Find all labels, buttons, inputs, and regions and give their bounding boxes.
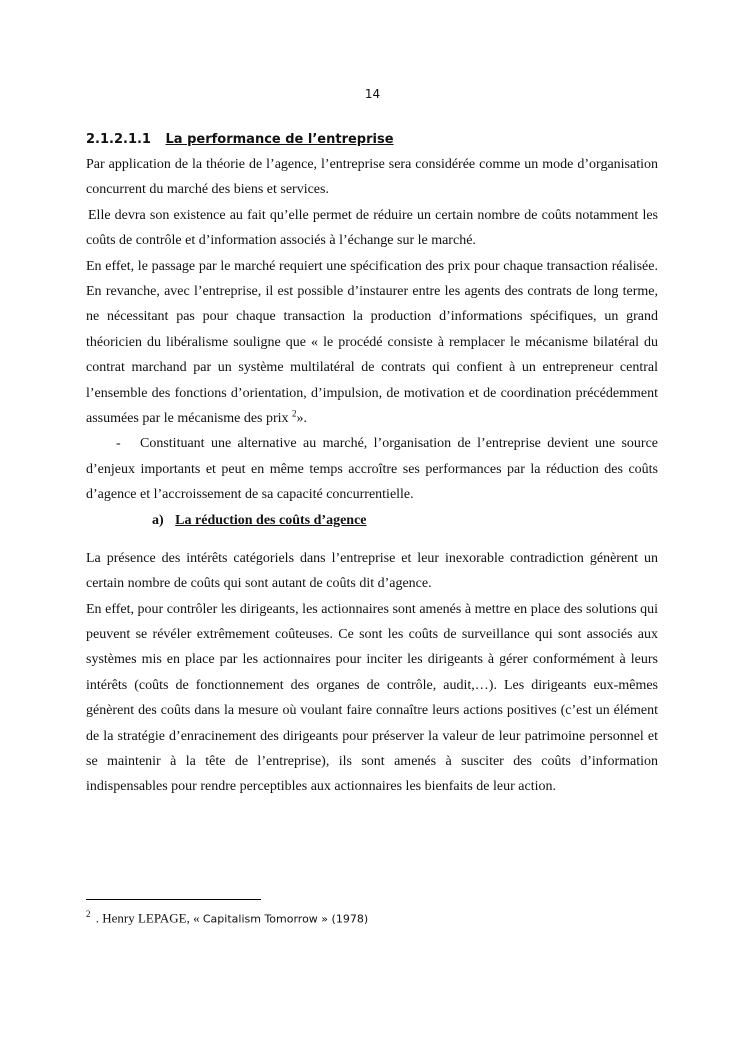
paragraph-6: En effet, pour contrôler les dirigeants, les actionnaires sont amenés à mettre en place des solutions qui peuvent se révéler extrêmement coûteuses. Ce sont les coûts de surveillance qui sont associés aux systèmes mis en place par les actionnaires pour inciter les dirigeants à gérer conformément à leurs intérêts (coûts de fonctionnement des organes de contrôle, audit,…). Les dirigeants eux-mêmes génèrent des coûts dans la mesure où voulant faire connaître leurs actions positives (c’est un élément de la stratégie d’enracinement des dirigeants pour préserver la valeur de leur patrimoine personnel et se maintenir à la tête de l’entreprise), ils sont amenés à susciter des coûts d’information indispensables pour rendre perceptibles aux actionnaires les bienfaits de leur action.: [86, 601, 658, 795]
paragraph-5: La présence des intérêts catégoriels dans l’entreprise et leur inexorable contradiction génèrent un certain nombre de coûts qui sont autant de coûts dit d’agence.: [86, 550, 658, 592]
section-number: 2.1.2.1.1: [86, 132, 151, 147]
footnote-title: Capitalism Tomorrow » (1978): [202, 912, 369, 926]
subsection-label: a): [152, 512, 164, 528]
footnote-number: 2: [86, 909, 91, 919]
paragraph-3-text: En effet, le passage par le marché requiert une spécification des prix pour chaque transaction réalisée. En revanche, avec l’entreprise, il est possible d’instaurer entre les agents des contrats de long terme, ne nécessitant pas pour chaque transaction la production d’informations spécifiques, un grand théoricien du libéralisme souligne que « le procédé consiste à remplacer le mécanisme bilatéral du contrat marchand par un système multilatéral de contrats qui confient à un entrepreneur central l’ensemble des fonctions d’orientation, d’impulsion, de motivation et de coordination précédemment assumées par le mécanisme des prix: [86, 258, 658, 427]
paragraph-3: [86, 254, 658, 432]
bullet-dash: -: [116, 436, 121, 452]
bullet-paragraph-text: Constituant une alternative au marché, l’organisation de l’entreprise devient une source d’enjeux importants et peut en même temps accroître ses performances par la réduction des coûts d’agence et l’accroissement de sa capacité concurrentielle.: [86, 436, 658, 503]
section-heading: [86, 127, 658, 152]
footnote-author: Henry LEPAGE, «: [102, 910, 200, 926]
bullet-paragraph: [86, 431, 658, 507]
page-number: 14: [364, 87, 381, 101]
document-body: [86, 127, 658, 800]
subsection-title: La réduction des coûts d’agence: [175, 512, 367, 528]
section-title: La performance de l’entreprise: [165, 132, 394, 147]
paragraph-3-end: ».: [296, 411, 308, 427]
subsection-heading: [152, 508, 658, 533]
footnote-separator-dot: .: [95, 910, 99, 926]
footnote: [86, 905, 368, 928]
footnote-separator: [86, 899, 261, 900]
paragraph-2: Elle devra son existence au fait qu’elle permet de réduire un certain nombre de coûts notamment les coûts de contrôle et d’information associés à l’échange sur le marché.: [86, 207, 658, 249]
footnote-reference: 2: [292, 408, 297, 419]
paragraph-1: Par application de la théorie de l’agence, l’entreprise sera considérée comme un mode d’organisation concurrent du marché des biens et services.: [86, 157, 658, 198]
